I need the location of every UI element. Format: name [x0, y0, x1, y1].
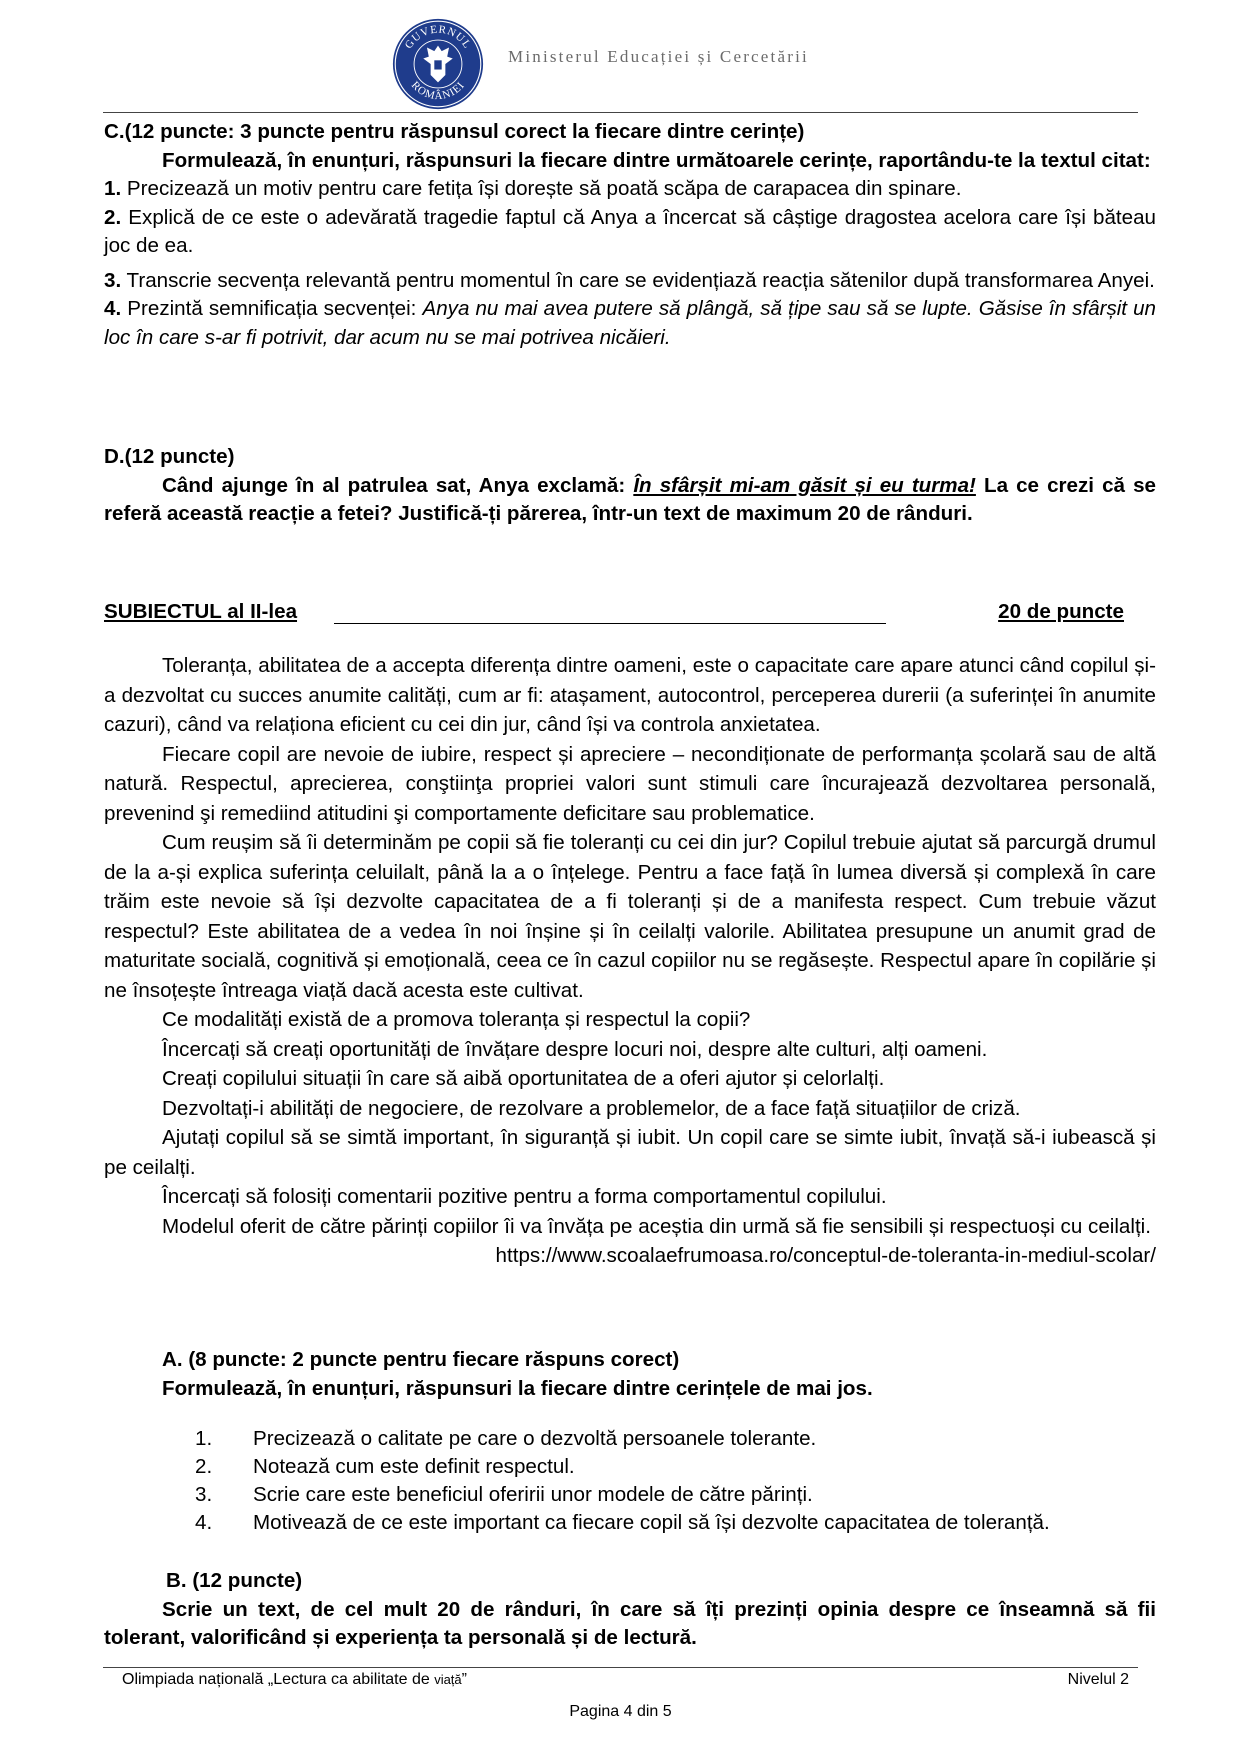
- section-c-item-1: 1. Precizează un motiv pentru care fetița își dorește să poată scăpa de carapacea din spinare.: [104, 177, 962, 200]
- header-divider: [103, 112, 1138, 113]
- text-paragraph: Modelul oferit de către părinți copiilor îi va învăța pe aceștia din urmă să fie sensibili și respectuoși cu ceilalți.: [162, 1214, 1151, 1238]
- text-paragraph: Cum reușim să îi determinăm pe copii să fie toleranți cu cei din jur? Copilul trebuie ajutat să parcurgă drumul de la a-și explica suferința celuilalt, până la a o înțelege. Pentru a face față în lumea diversă și complexă în care trăim este nevoie să își dezvolte capacitatea de a fi toleranți și de a manifesta respect. Cum trebuie văzut respectul? Este abilitatea de a vedea în noi înșine și în ceilalți valorile. Abilitatea presupune un anumit grad de maturitate socială, cognitivă și emoțională, ceea ce în cazul copiilor nu se regăsește. Respectul apare în copilărie și ne însoțește întreaga viață dacă acesta este cultivat.: [104, 831, 1156, 1002]
- section-a-instruction: Formulează, în enunțuri, răspunsuri la fiecare dintre cerințele de mai jos.: [162, 1376, 873, 1400]
- section-d-text: Când ajunge în al patrulea sat, Anya exclamă: În sfârșit mi-am găsit și eu turma! La ce crezi că se referă această reacție a fetei? Justifică-ți părerea, într-un text de maximum 20 de rânduri.: [104, 473, 1156, 525]
- section-c-instruction: Formulează, în enunțuri, răspunsuri la fiecare dintre următoarele cerințe, raportându-te la textul citat:: [162, 148, 1151, 172]
- section-d-heading: D.(12 puncte): [104, 445, 235, 468]
- section-c-item-3: 3. Transcrie secvența relevantă pentru momentul în care se evidențiază reacția sătenilor după transformarea Anyei.: [104, 268, 1155, 292]
- page-header: [0, 0, 1241, 120]
- section-d: [104, 443, 1156, 529]
- subject-2-text: [104, 651, 1156, 1271]
- section-a-heading: A. (8 puncte: 2 puncte pentru fiecare răspuns corect): [162, 1348, 680, 1371]
- government-seal-logo: [392, 18, 484, 110]
- text-paragraph: Dezvoltați-i abilități de negociere, de rezolvare a problemelor, de a face față situațiilor de criză.: [162, 1096, 1021, 1120]
- list-item: 2. Notează cum este definit respectul.: [195, 1455, 575, 1478]
- text-paragraph: Fiecare copil are nevoie de iubire, respect și apreciere – necondiționate de performanța școlară sau de altă natură. Respectul, aprecierea, conştiinţa propriei valori sunt stimuli care încurajează dezvoltarea personală, prevenind şi remediind atitudini şi comportamente deficitare sau problematice.: [104, 742, 1156, 825]
- ministry-name: Ministerul Educației și Cercetării: [508, 47, 809, 66]
- section-c-heading: C.(12 puncte: 3 puncte pentru răspunsul corect la fiecare dintre cerințe): [104, 120, 805, 143]
- footer-divider: [103, 1667, 1138, 1668]
- svg-text:ROMÂNIEI: ROMÂNIEI: [408, 79, 468, 103]
- section-c: [104, 118, 1156, 352]
- list-item: 1. Precizează o calitate pe care o dezvoltă persoanele tolerante.: [195, 1427, 817, 1450]
- text-paragraph: Încercați să creați oportunități de învățare despre locuri noi, despre alte culturi, alți oameni.: [162, 1037, 988, 1061]
- subject-2-underline: [334, 623, 886, 624]
- svg-text:GUVERNUL: GUVERNUL: [402, 23, 474, 52]
- text-paragraph: Ce modalități există de a promova toleranța și respectul la copii?: [162, 1008, 751, 1031]
- source-link[interactable]: https://www.scoalaefrumoasa.ro/conceptul-de-toleranta-in-mediul-scolar/: [495, 1244, 1156, 1267]
- section-c-item-4: 4. Prezintă semnificația secvenței: Anya nu mai avea putere să plângă, să țipe sau să se lupte. Găsise în sfârșit un loc în care s-ar fi potrivit, dar acum nu se mai potrivea nicăieri.: [104, 297, 1157, 349]
- text-paragraph: Încercați să folosiți comentarii pozitive pentru a forma comportamentul copilului.: [162, 1185, 887, 1208]
- footer-level: Nivelul 2: [1067, 1671, 1129, 1688]
- subject-2-points: 20 de puncte: [998, 600, 1124, 623]
- section-a: [104, 1346, 1156, 1537]
- section-b: [104, 1567, 1156, 1653]
- subject-2-header: [104, 600, 1124, 624]
- subject-2-title: SUBIECTUL al II-lea: [104, 600, 298, 623]
- footer-olympiad: Olimpiada națională „Lectura ca abilitate de viață”: [122, 1671, 467, 1688]
- text-paragraph: Ajutați copilul să se simtă important, în siguranță și iubit. Un copil care se simte iubit, învață să-i iubească și pe ceilalți.: [104, 1126, 1156, 1179]
- list-item: 3. Scrie care este beneficiul oferirii unor modele de către părinți.: [195, 1483, 813, 1506]
- section-b-heading: B. (12 puncte): [166, 1569, 303, 1592]
- list-item: 4. Motivează de ce este important ca fiecare copil să își dezvolte capacitatea de toleranță.: [195, 1511, 1050, 1534]
- section-a-list: [104, 1425, 1156, 1537]
- text-paragraph: Toleranța, abilitatea de a accepta diferența dintre oameni, este o capacitate care apare atunci când copilul și-a dezvoltat cu succes anumite calități, cum ar fi: atașament, autocontrol, perceperea durerii (a suferinței în anumite cazuri), când va relaționa eficient cu cei din jur, când își va controla anxietatea.: [104, 654, 1156, 736]
- section-b-text: Scrie un text, de cel mult 20 de rânduri, în care să îți prezinți opinia despre ce înseamnă să fii tolerant, valorificând și experiența ta personală și de lectură.: [104, 1597, 1156, 1649]
- page-number: Pagina 4 din 5: [569, 1703, 672, 1720]
- section-c-item-2: 2. Explică de ce este o adevărată tragedie faptul că Anya a încercat să câștige dragostea acelora care își băteau joc de ea.: [104, 205, 1156, 257]
- text-paragraph: Creați copilului situații în care să aibă oportunitatea de a oferi ajutor și celorlalți.: [162, 1067, 885, 1090]
